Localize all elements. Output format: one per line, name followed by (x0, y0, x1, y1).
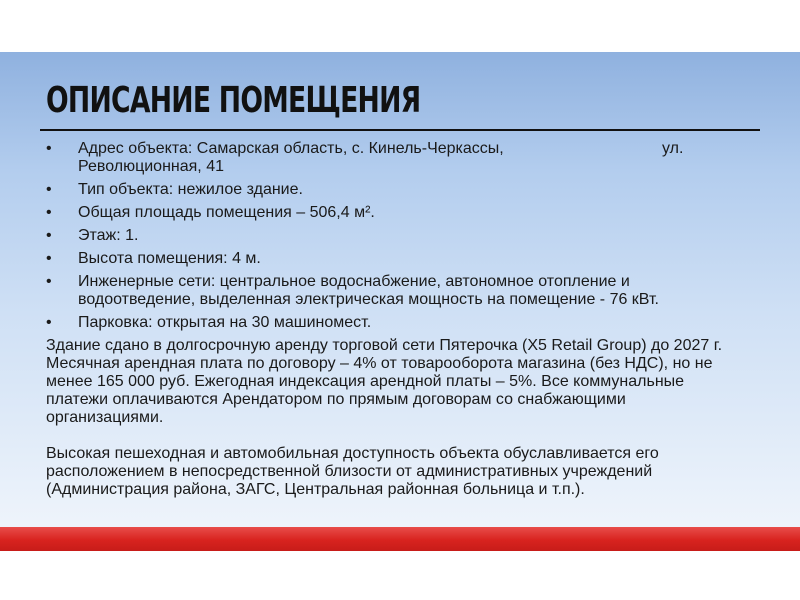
list-item-address (46, 140, 746, 176)
lease-paragraph: Здание сдано в долгосрочную аренду торговой сети Пятерочка (X5 Retail Group) до 2027 г. Месячная арендная плата по договору – 4% от товарооборота магазина (без НДС), но не менее 165 000 руб. Ежегодная индексация арендной платы – 5%. Все коммунальные платежи оплачиваются Арендатором по прямым договорам со снабжающими организациями. (46, 337, 723, 426)
red-footer-band (0, 527, 800, 551)
list-item (46, 181, 746, 199)
address-street: Революционная, 41 (78, 158, 224, 175)
bullet: • (46, 314, 52, 331)
page-title: ОПИСАНИЕ ПОМЕЩЕНИЯ (46, 80, 421, 121)
bullet: • (46, 227, 52, 244)
list-item (46, 250, 746, 268)
description-content (46, 140, 746, 499)
list-item (46, 204, 746, 222)
address-line (78, 140, 746, 158)
list-item-text: Парковка: открытая на 30 машиномест. (78, 314, 372, 331)
accessibility-paragraph: Высокая пешеходная и автомобильная доступность объекта обуславливается его расположением в непосредственной близости от административных учреждений (Администрация района, ЗАГС, Центральная районная больница и т.п.). (46, 445, 659, 498)
list-item-text: Этаж: 1. (78, 227, 139, 244)
list-item-text: Общая площадь помещения – 506,4 м². (78, 204, 375, 221)
list-item (46, 273, 746, 309)
list-item-text: Высота помещения: 4 м. (78, 250, 261, 267)
title-divider (40, 129, 760, 131)
bullet: • (46, 181, 52, 198)
property-details-list (46, 140, 746, 332)
list-item (46, 314, 746, 332)
list-item-text: Тип объекта: нежилое здание. (78, 181, 303, 198)
list-item-text: Инженерные сети: центральное водоснабжение, автономное отопление и водоотведение, выделенная электрическая мощность на помещение - 76 кВт. (78, 273, 659, 308)
bullet: • (46, 140, 52, 157)
bullet: • (46, 250, 52, 267)
bullet: • (46, 273, 52, 290)
list-item (46, 227, 746, 245)
street-prefix: ул. (662, 140, 684, 157)
bullet: • (46, 204, 52, 221)
address-text: Адрес объекта: Самарская область, с. Кинель-Черкассы, (78, 140, 504, 157)
